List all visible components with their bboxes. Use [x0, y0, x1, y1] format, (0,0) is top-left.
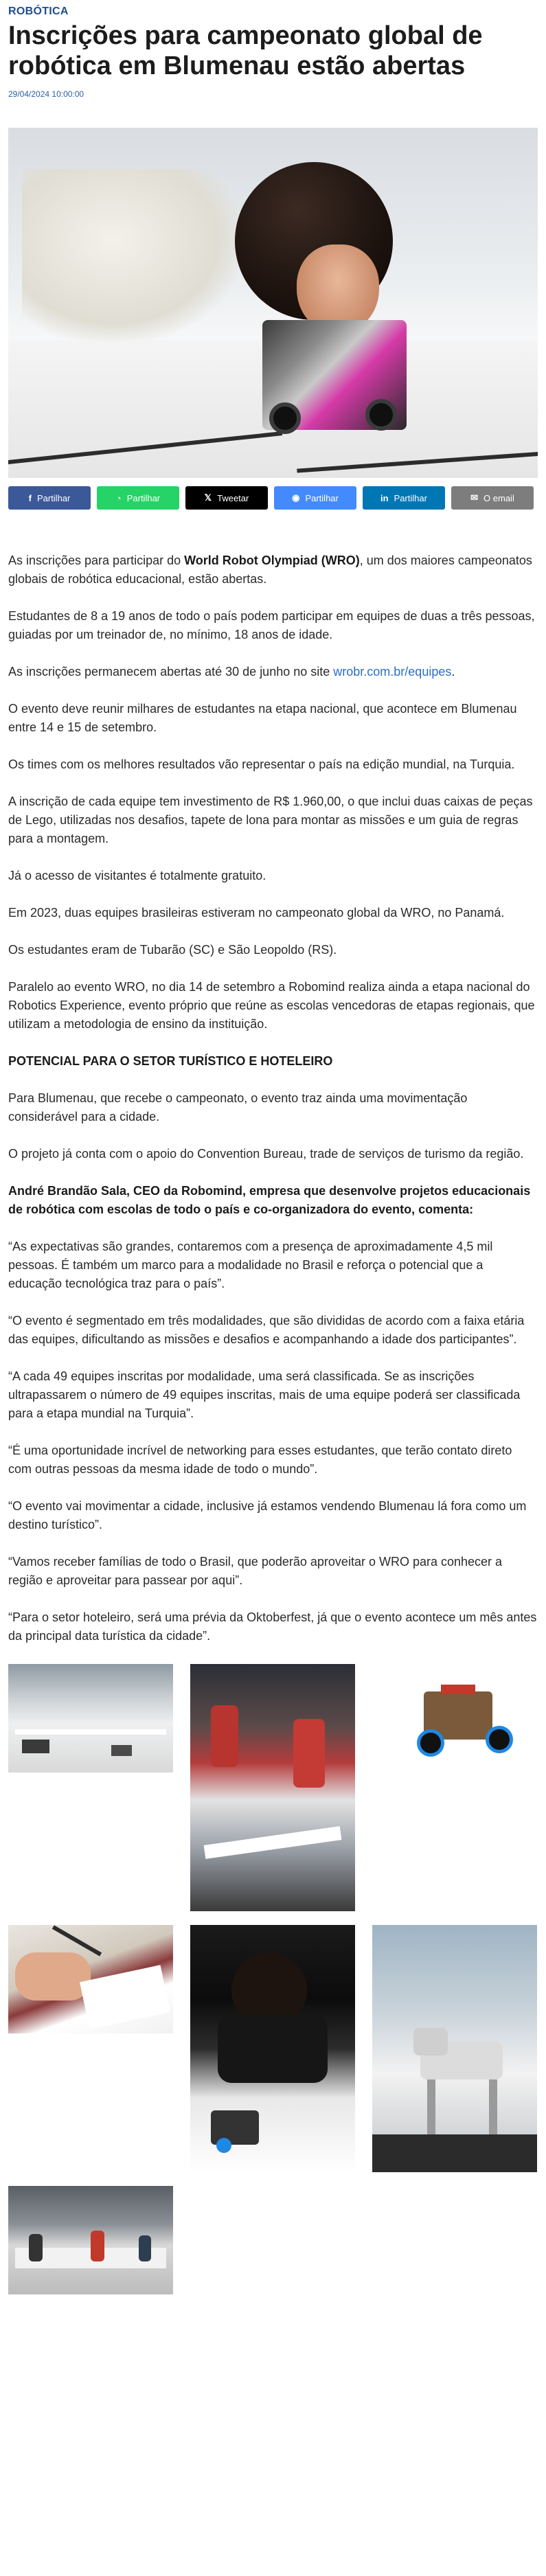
gallery-photo-student-robot[interactable] [190, 1925, 355, 2172]
paragraph: Para Blumenau, que recebe o campeonato, o evento traz ainda uma movimentação considerável para a cidade. [8, 1091, 468, 1124]
wro-registration-link[interactable]: wrobr.com.br/equipes [333, 665, 452, 679]
quote-paragraph: “Para o setor hoteleiro, será uma prévia da Oktoberfest, já que o evento acontece um mês antes da principal data turística da cidade”. [8, 1610, 537, 1643]
gallery-photo-students-tables[interactable] [190, 1664, 355, 1911]
quote-paragraph: “O evento é segmentado em três modalidades, que são divididas de acordo com a faixa etária das equipes, dificultando as missões e desafios e acompanhando a idade dos participantes”. [8, 1314, 525, 1346]
share-bar [8, 486, 538, 510]
paragraph [8, 1182, 538, 1219]
paragraph: O projeto já conta com o apoio do Convention Bureau, trade de serviços de turismo da região. [8, 1147, 524, 1161]
share-linkedin-button[interactable] [363, 486, 445, 510]
hero-image [8, 128, 538, 478]
bottom-spacer [8, 2294, 538, 2307]
paragraph: As inscrições para participar do World Robot Olympiad (WRO), um dos maiores campeonatos globais de robótica educacional, estão abertas. [8, 554, 532, 586]
quote-attribution: André Brandão Sala, CEO da Robomind, empresa que desenvolve projetos educacionais de robótica com escolas de todo o país e co-organizadora do evento, comenta: [8, 1184, 531, 1216]
article-body [8, 551, 538, 1645]
share-label: Partilhar [126, 492, 161, 503]
share-label: O email [484, 492, 514, 503]
quote-paragraph: “Vamos receber famílias de todo o Brasil, que poderão aproveitar o WRO para conhecer a região e aproveitar para passear por aqui”. [8, 1555, 503, 1587]
share-label: Partilhar [394, 492, 427, 503]
paragraph: Paralelo ao evento WRO, no dia 14 de setembro a Robomind realiza ainda a etapa nacional do Robotics Experience, evento próprio que reúne as escolas vencedoras de etapas regionais, que utilizam a metodologia de ensino da instituição. [8, 980, 535, 1031]
share-messenger-button[interactable] [274, 486, 356, 510]
hero-wheel-shape [269, 402, 301, 434]
paragraph: As inscrições permanecem abertas até 30 de junho no site wrobr.com.br/equipes. [8, 665, 455, 679]
gallery-photo-robot-car[interactable] [372, 1664, 537, 1773]
quote-paragraph: “É uma oportunidade incrível de networking para esses estudantes, que terão contato direto com outras pessoas da mesma idade de todo o mundo”. [8, 1444, 512, 1476]
paragraph: Os estudantes eram de Tubarão (SC) e São Leopoldo (RS). [8, 943, 337, 957]
paragraph: Já o acesso de visitantes é totalmente gratuito. [8, 869, 266, 882]
wro-name: World Robot Olympiad (WRO) [184, 554, 360, 567]
share-label: Partilhar [305, 492, 339, 503]
hero-wheel-shape [365, 399, 397, 431]
quote-paragraph: “A cada 49 equipes inscritas por modalidade, uma será classificada. Se as inscrições ultrapassarem o número de 49 equipes inscritas, mais de uma equipe poderá ser classificada para a etapa mundial na Turquia”. [8, 1369, 521, 1420]
publish-date: 29/04/2024 10:00:00 [8, 89, 84, 99]
quote-paragraph: “As expectativas são grandes, contaremos com a presença de aproximadamente 4,5 mil pessoas. É também um marco para a modalidade no Brasil e reforça o potencial que a educação tecnológica traz para o país”. [8, 1240, 493, 1290]
share-label: Partilhar [36, 492, 71, 503]
section-heading: POTENCIAL PARA O SETOR TURÍSTICO E HOTELEIRO [8, 1054, 333, 1068]
category-link[interactable]: ROBÓTICA [8, 5, 69, 17]
quote-paragraph: “O evento vai movimentar a cidade, inclusive já estamos vendendo Blumenau lá fora como um destino turístico”. [8, 1499, 527, 1531]
gallery-photo-competition-hall[interactable] [8, 1664, 173, 1773]
gallery-photo-writing-notes[interactable] [8, 1925, 173, 2033]
hero-shirt-shape [22, 169, 249, 347]
share-label: Tweetar [217, 492, 249, 503]
photo-gallery [8, 1664, 538, 2294]
email-icon: ✉ [470, 492, 479, 503]
paragraph: A inscrição de cada equipe tem investimento de R$ 1.960,00, o que inclui duas caixas de peças de Lego, utilizadas nos desafios, tapete de lona para montar as missões e um guia de regras para a montagem. [8, 795, 533, 845]
share-whatsapp-button[interactable] [97, 486, 179, 510]
linkedin-icon: in [380, 492, 389, 503]
paragraph: Em 2023, duas equipes brasileiras estiveram no campeonato global da WRO, no Panamá. [8, 906, 505, 920]
paragraph: Os times com os melhores resultados vão representar o país na edição mundial, na Turquia. [8, 757, 515, 771]
paragraph: Estudantes de 8 a 19 anos de todo o país podem participar em equipes de duas a três pessoas, guiadas por um treinador de, no mínimo, 18 anos de idade. [8, 609, 535, 641]
gallery-photo-arena-overview[interactable] [8, 2186, 173, 2294]
share-email-button[interactable] [451, 486, 534, 510]
whatsapp-icon: ◔ [115, 492, 122, 503]
paragraph: O evento deve reunir milhares de estudantes na etapa nacional, que acontece em Blumenau entre 14 e 15 de setembro. [8, 702, 517, 734]
gallery-photo-robot-dog[interactable] [372, 1925, 537, 2172]
article-headline: Inscrições para campeonato global de robótica em Blumenau estão abertas [8, 21, 483, 80]
messenger-icon: ◉ [292, 492, 300, 503]
x-icon: 𝕏 [204, 492, 212, 503]
share-x-button[interactable] [185, 486, 268, 510]
facebook-icon: f [28, 492, 32, 503]
share-facebook-button[interactable] [8, 486, 91, 510]
